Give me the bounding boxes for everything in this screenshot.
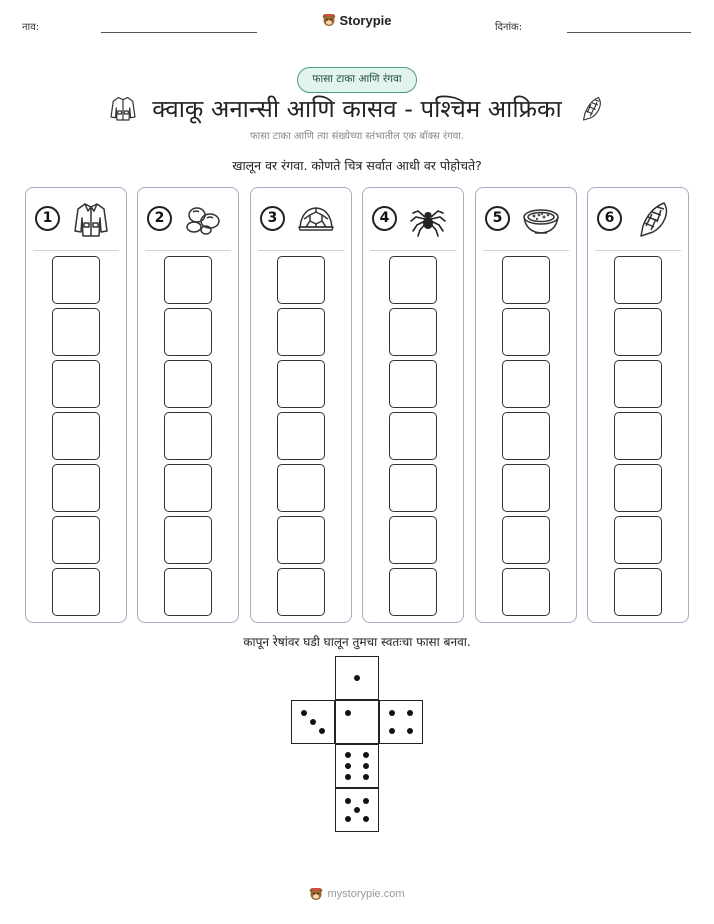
page-title: क्वाकू अनान्सी आणि कासव - पश्चिम आफ्रिका <box>152 94 562 123</box>
color-box[interactable] <box>389 568 437 616</box>
color-box[interactable] <box>502 308 550 356</box>
date-line[interactable] <box>567 32 691 33</box>
spider-icon <box>407 199 449 239</box>
color-box[interactable] <box>389 256 437 304</box>
die-pip <box>389 710 395 716</box>
column-1 <box>25 187 127 623</box>
column-header <box>138 188 238 250</box>
die-pip <box>345 763 351 769</box>
color-box[interactable] <box>614 568 662 616</box>
die-pip <box>319 728 325 734</box>
column-number: 4 <box>372 206 397 231</box>
color-box[interactable] <box>389 308 437 356</box>
name-line[interactable] <box>101 32 257 33</box>
die-pip <box>363 774 369 780</box>
column-divider <box>595 250 681 251</box>
color-box[interactable] <box>502 360 550 408</box>
die-pip <box>345 798 351 804</box>
color-box[interactable] <box>164 568 212 616</box>
column-header <box>251 188 351 250</box>
column-divider <box>483 250 569 251</box>
die-pip <box>345 816 351 822</box>
column-header <box>26 188 126 250</box>
color-box[interactable] <box>502 256 550 304</box>
color-box[interactable] <box>277 516 325 564</box>
column-divider <box>258 250 344 251</box>
color-box[interactable] <box>52 464 100 512</box>
jacket-icon <box>108 93 138 123</box>
die-face-4 <box>379 700 423 744</box>
color-box[interactable] <box>502 516 550 564</box>
color-box[interactable] <box>164 256 212 304</box>
color-box[interactable] <box>614 308 662 356</box>
color-box[interactable] <box>52 412 100 460</box>
column-number: 3 <box>260 206 285 231</box>
color-box[interactable] <box>389 516 437 564</box>
color-box[interactable] <box>164 412 212 460</box>
die-pip <box>363 816 369 822</box>
die-pip <box>389 728 395 734</box>
bear-mascot-icon <box>309 887 323 901</box>
die-face-6 <box>335 744 379 788</box>
color-box[interactable] <box>277 568 325 616</box>
die-face-1 <box>335 656 379 700</box>
footer-url[interactable]: mystorypie.com <box>327 888 405 900</box>
die-pip <box>407 728 413 734</box>
stones-icon <box>182 199 224 239</box>
color-box[interactable] <box>614 412 662 460</box>
column-3 <box>250 187 352 623</box>
color-box[interactable] <box>389 412 437 460</box>
column-header <box>588 188 688 250</box>
color-box[interactable] <box>277 256 325 304</box>
activity-badge: फासा टाका आणि रंगवा <box>297 67 417 93</box>
footer <box>0 886 714 905</box>
brand-logo <box>0 12 714 31</box>
color-box[interactable] <box>502 568 550 616</box>
color-box[interactable] <box>52 568 100 616</box>
color-box[interactable] <box>164 360 212 408</box>
column-2 <box>137 187 239 623</box>
color-box[interactable] <box>614 516 662 564</box>
die-pip <box>363 798 369 804</box>
color-box[interactable] <box>614 360 662 408</box>
pinecone-icon <box>632 199 674 239</box>
subtitle: फासा टाका आणि त्या संख्येच्या स्तंभातील एक बॉक्स रंगवा. <box>249 131 465 142</box>
column-divider <box>33 250 119 251</box>
color-box[interactable] <box>277 464 325 512</box>
column-divider <box>145 250 231 251</box>
die-pip <box>301 710 307 716</box>
pinecone-icon <box>576 93 606 123</box>
column-header <box>363 188 463 250</box>
color-box[interactable] <box>164 516 212 564</box>
jacket-icon <box>70 199 112 239</box>
column-number: 6 <box>597 206 622 231</box>
color-box[interactable] <box>502 412 550 460</box>
color-box[interactable] <box>277 308 325 356</box>
color-box[interactable] <box>502 464 550 512</box>
column-divider <box>370 250 456 251</box>
column-6 <box>587 187 689 623</box>
color-box[interactable] <box>277 360 325 408</box>
instruction: खालून वर रंगवा. कोणते चित्र सर्वात आधी वर पोहोचते? <box>232 158 482 173</box>
turtle-shell-icon <box>295 199 337 239</box>
bear-mascot-icon <box>322 13 336 27</box>
die-pip <box>354 807 360 813</box>
die-pip <box>345 752 351 758</box>
die-pip <box>407 710 413 716</box>
die-face-1 <box>335 700 379 744</box>
color-box[interactable] <box>164 308 212 356</box>
color-box[interactable] <box>277 412 325 460</box>
die-pip <box>345 774 351 780</box>
column-4 <box>362 187 464 623</box>
soup-bowl-icon <box>520 199 562 239</box>
die-pip <box>310 719 316 725</box>
color-box[interactable] <box>389 360 437 408</box>
die-pip <box>363 763 369 769</box>
column-5 <box>475 187 577 623</box>
cut-instruction: कापून रेषांवर घडी घालून तुमचा स्वतःचा फासा बनवा. <box>243 635 471 649</box>
die-pip <box>345 710 351 716</box>
color-box[interactable] <box>52 256 100 304</box>
die-pip <box>354 675 360 681</box>
column-number: 1 <box>35 206 60 231</box>
brand-name: Storypie <box>339 12 392 28</box>
color-box[interactable] <box>52 516 100 564</box>
die-face-3 <box>291 700 335 744</box>
color-box[interactable] <box>52 360 100 408</box>
color-box[interactable] <box>614 256 662 304</box>
column-number: 2 <box>147 206 172 231</box>
title-row <box>0 92 714 124</box>
date-label: दिनांक: <box>495 22 523 33</box>
color-box[interactable] <box>52 308 100 356</box>
die-face-5 <box>335 788 379 832</box>
color-box[interactable] <box>164 464 212 512</box>
color-box[interactable] <box>389 464 437 512</box>
column-header <box>476 188 576 250</box>
name-label: नाव: <box>22 22 40 33</box>
die-pip <box>363 752 369 758</box>
column-number: 5 <box>485 206 510 231</box>
color-box[interactable] <box>614 464 662 512</box>
